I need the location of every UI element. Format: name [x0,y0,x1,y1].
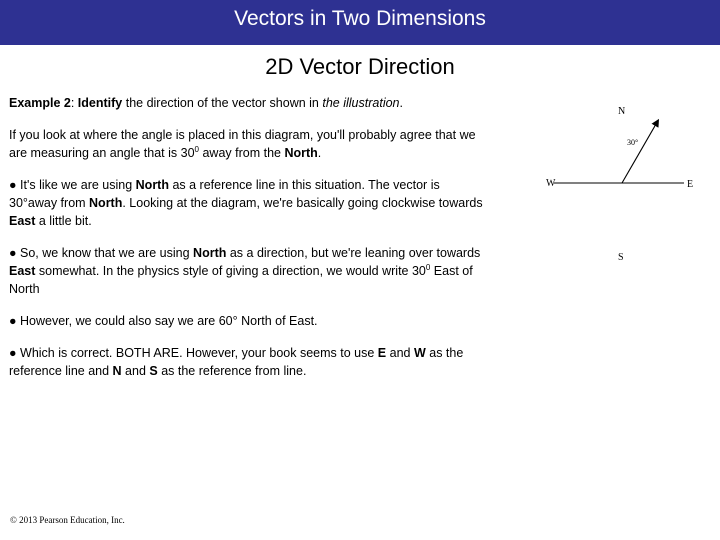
para2-north-1: North [135,178,169,192]
para1-line1: If you look at where the angle is placed in this diagram, you'll probably agree that we [9,128,476,142]
para3-line1a: ● So, we know that we are using [9,246,194,260]
para2-line2a: 30°away from [9,196,90,210]
para2-east: East [9,214,36,228]
para2-north-2: North [89,196,123,210]
para2-line2b: . Looking at the diagram, we're basically going clockwise towards [122,196,483,210]
paragraph-direction [9,244,535,298]
para3-line2a: somewhat. In the physics style of giving a direction, we would write 30 [35,264,426,278]
para1-line2a: are measuring an angle that is 30 [9,146,195,160]
example-label: Example 2 [9,96,71,110]
paragraph-conclusion [9,344,535,380]
angle-label: 30° [627,138,639,147]
para5-line2a: reference line and [9,364,113,378]
para3-line2b: East of [430,264,473,278]
paragraph-alternative [9,312,535,330]
para2-line1b: as a reference line in this situation. The vector is [168,178,440,192]
paragraph-reference [9,176,535,230]
para2-line1a: ● It's like we are using [9,178,136,192]
north-label: N [618,106,626,117]
para1-end: . [317,146,322,160]
east-label: E [687,179,694,190]
example-colon: : [70,96,78,110]
vector-diagram [542,100,702,270]
para5-line1c: as the [425,346,464,360]
slide-subtitle: 2D Vector Direction [265,54,455,79]
slide-header [0,0,720,45]
example-paragraph [9,94,535,112]
para5-line2c: as the reference from line. [157,364,307,378]
para4-text: ● However, we could also say we are 60° North of East. [9,314,318,328]
para5-s: S [149,364,158,378]
para5-w: W [413,346,426,360]
para3-line3: North [9,282,40,296]
identify-word: Identify [77,96,123,110]
para5-n: N [112,364,122,378]
copyright-notice: © 2013 Pearson Education, Inc. [10,515,125,525]
para3-sup: 0 [425,263,431,272]
example-period: . [399,96,403,110]
para2-line3b: a little bit. [35,214,92,228]
west-label: W [546,178,556,189]
vector-arrow [622,121,658,183]
para1-sup: 0 [194,145,199,154]
para1-north: North [284,146,318,160]
para3-line1b: as a direction, but we're leaning over towards [226,246,481,260]
south-label: S [618,252,624,263]
slide-body [9,94,535,394]
para1-line2b: away from the [199,146,285,160]
paragraph-angle [9,126,535,162]
para5-e: E [377,346,387,360]
header-title: Vectors in Two Dimensions [234,7,486,30]
example-text: the direction of the vector shown in [122,96,323,110]
para5-line1a: ● Which is correct. BOTH ARE. However, your book seems to use [9,346,378,360]
para5-line1b: and [386,346,414,360]
example-illustration: the illustration [322,96,400,110]
para3-east: East [9,264,36,278]
para3-north: North [193,246,227,260]
para5-line2b: and [121,364,150,378]
